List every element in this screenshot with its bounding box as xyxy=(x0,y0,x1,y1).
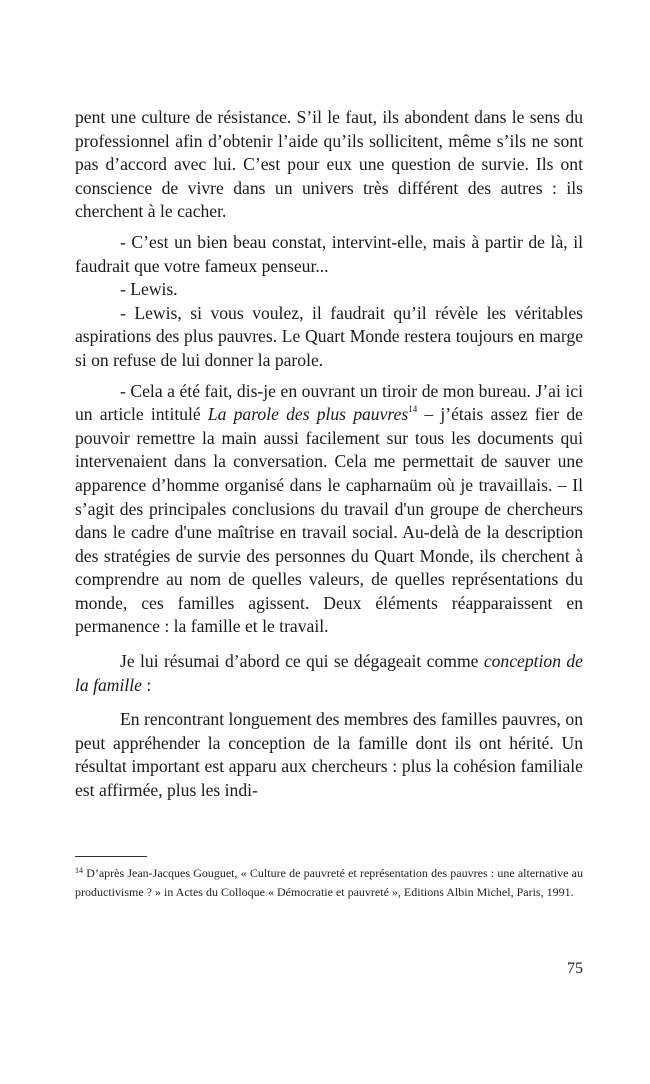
paragraph-2: - C’est un bien beau constat, intervint-elle, mais à partir de là, il faudrait que votre fameux penseur... xyxy=(75,231,583,276)
paragraph-5-start: - Cela a été fait, dis-je en ouvrant un tiroir de mon bureau. J’ai ici un article intitulé xyxy=(75,380,583,425)
paragraph-6 xyxy=(75,650,583,697)
paragraph-6-emphasis: conception de la famille xyxy=(75,651,583,695)
footnote-reference: 14 xyxy=(408,404,418,415)
footnote-number: 14 xyxy=(75,866,83,875)
paragraph-5-end: – j’étais assez fier de pouvoir remettre la main aussi facilement sur tous les documents qui intervenaient dans la conversation. Cela me permettait de sauver une apparence d’homme organisé dans le capharnaüm où je travaillais. – Il s’agit des principales conclusions du travail d'un groupe de chercheurs dans le cadre d'une maîtrise en travail social. Au-delà de la description des stratégies de survie des personnes du Quart Monde, ils cherchent à comprendre au nom de quelles valeurs, de quelles représentations du monde, ces familles agissent. Deux éléments réapparaissent en permanence : la famille et le travail. xyxy=(75,404,583,637)
page-body xyxy=(75,106,583,803)
article-title: La parole des plus pauvres xyxy=(207,404,409,425)
paragraph-5 xyxy=(75,380,583,640)
paragraph-4: - Lewis, si vous voulez, il faudrait qu’il révèle les véritables aspirations des plus pauvres. Le Quart Monde restera toujours en marge si on refuse de lui donner la parole. xyxy=(75,302,583,370)
page-number: 75 xyxy=(567,960,583,977)
footnote-divider xyxy=(75,856,147,857)
footnote-text: D’après Jean-Jacques Gouguet, « Culture de pauvreté et représentation des pauvres : une alternative au productivisme ? » in Actes du Colloque « Démocratie et pauvreté », Editions Albin Michel, Paris, 1991. xyxy=(75,866,583,899)
paragraph-1: pent une culture de résistance. S’il le faut, ils abondent dans le sens du professionnel afin d’obtenir l’aide qu’ils sollicitent, même s’ils ne sont pas d’accord avec lui. C’est pour eux une question de survie. Ils ont conscience de vivre dans un univers très différent des autres : ils cherchent à le cacher. xyxy=(75,107,583,222)
paragraph-3: - Lewis. xyxy=(120,279,178,300)
footnote xyxy=(75,864,583,902)
paragraph-6-end: : xyxy=(141,674,152,695)
paragraph-7: En rencontrant longuement des membres des familles pauvres, on peut appréhender la conception de la famille dont ils ont hérité. Un résultat important est apparu aux chercheurs : plus la cohésion familiale est affirmée, plus les indi- xyxy=(75,709,583,801)
paragraph-6-start: Je lui résumai d’abord ce qui se dégageait comme xyxy=(120,651,484,672)
